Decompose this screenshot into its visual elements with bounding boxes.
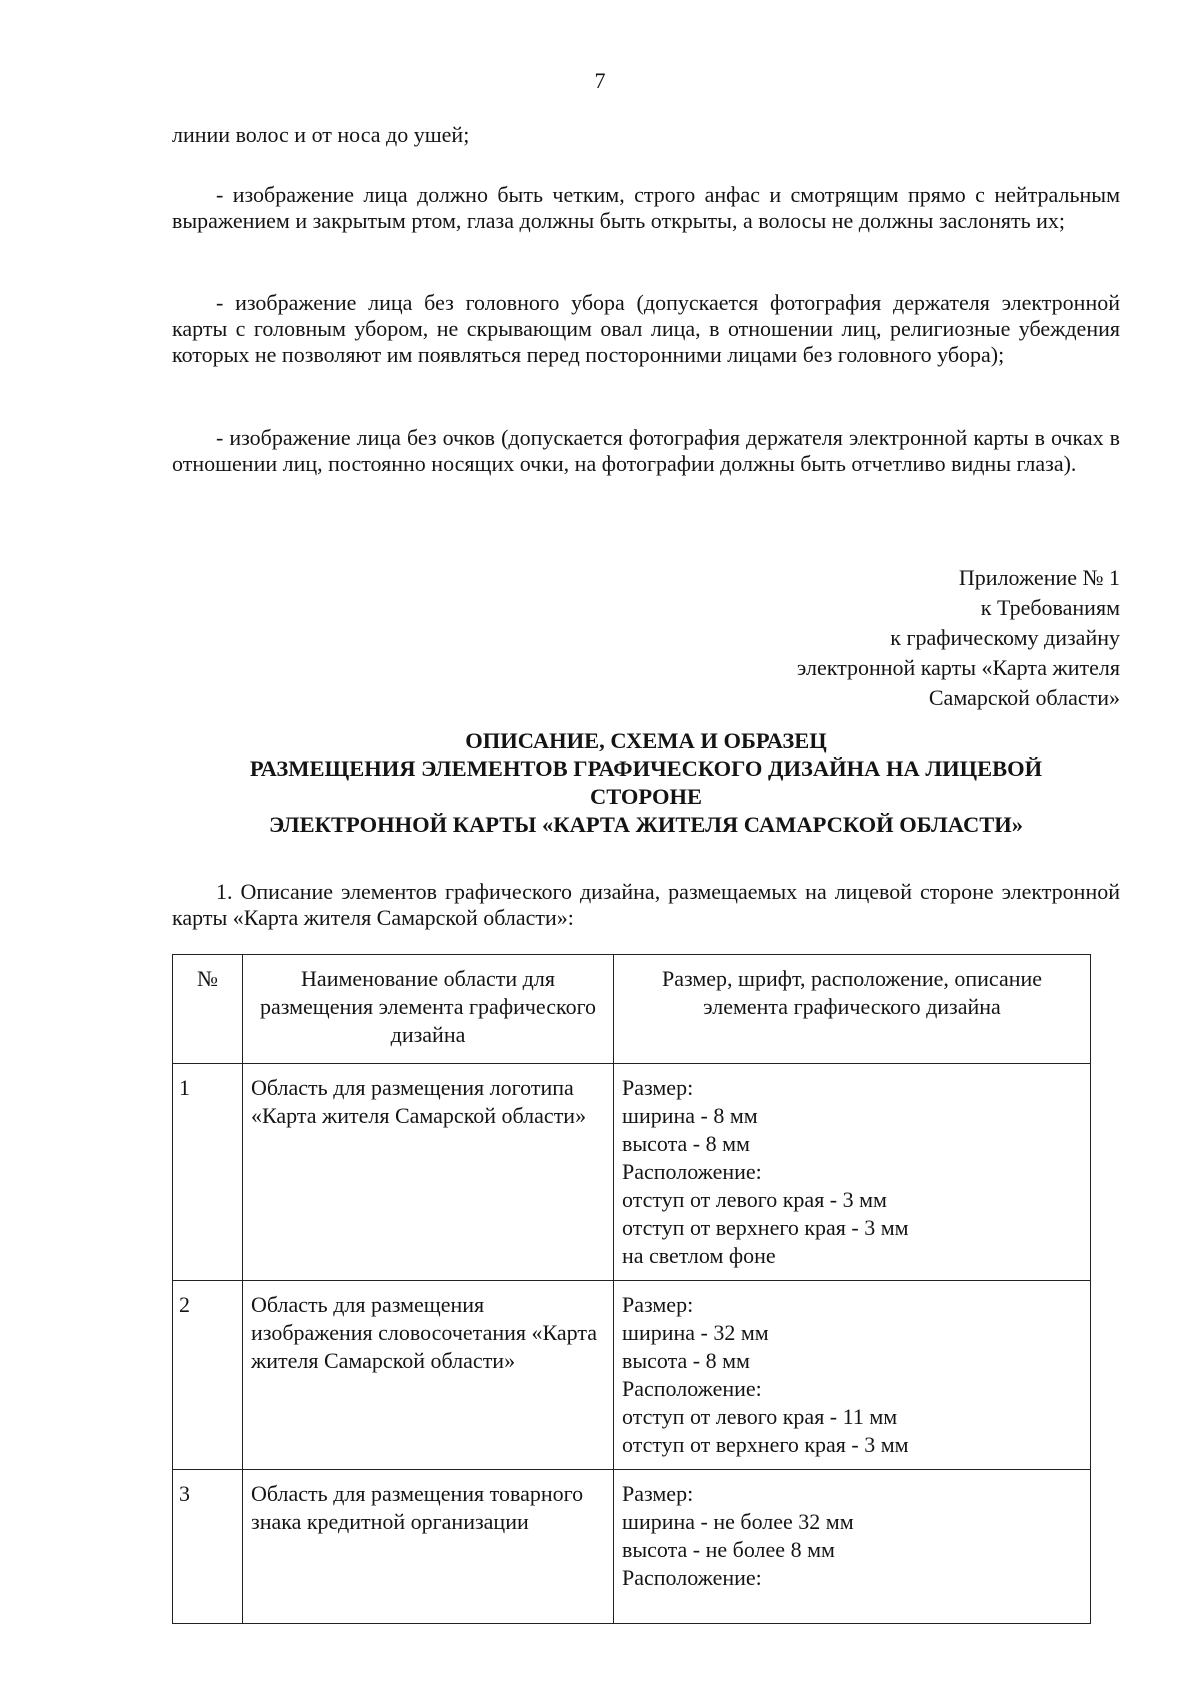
desc-line: Размер: (622, 1075, 694, 1100)
table-header-row (173, 955, 1091, 1064)
desc-line: отступ от левого края - 11 мм (622, 1404, 898, 1429)
title-line-3: СТОРОНЕ (589, 784, 703, 809)
appendix-line-5: Самарской области» (928, 685, 1120, 710)
table-row (173, 1281, 1091, 1470)
row-desc (614, 1281, 1091, 1470)
table-row (173, 1064, 1091, 1281)
desc-line: Размер: (622, 1292, 694, 1317)
desc-line: на светлом фоне (622, 1243, 776, 1268)
row-area: Область для размещения изображения словосочетания «Карта жителя Самарской области» (243, 1281, 614, 1470)
appendix-header (797, 563, 1120, 713)
header-area: Наименование области для размещения элемента графического дизайна (243, 955, 614, 1064)
desc-line: ширина - не более 32 мм (622, 1509, 854, 1534)
desc-line: ширина - 8 мм (622, 1103, 758, 1128)
desc-line: ширина - 32 мм (622, 1320, 769, 1345)
desc-line: Размер: (622, 1481, 694, 1506)
document-title (172, 727, 1120, 839)
paragraph-face-clear: - изображение лица должно быть четким, строго анфас и смотрящим прямо с нейтральным выражением и закрытым ртом, глаза должны быть открыты, а волосы не должны заслонять их; (172, 182, 1120, 233)
page-number: 7 (594, 68, 606, 93)
title-line-2: РАЗМЕЩЕНИЯ ЭЛЕМЕНТОВ ГРАФИЧЕСКОГО ДИЗАЙНА НА ЛИЦЕВОЙ (249, 756, 1043, 781)
desc-line: Расположение: (622, 1565, 762, 1590)
appendix-line-3: к графическому дизайну (890, 625, 1120, 650)
row-desc (614, 1470, 1091, 1624)
appendix-line-1: Приложение № 1 (958, 565, 1120, 590)
header-desc: Размер, шрифт, расположение, описание элемента графического дизайна (614, 955, 1091, 1064)
desc-line: высота - 8 мм (622, 1131, 750, 1156)
row-desc (614, 1064, 1091, 1281)
header-num: № (173, 955, 243, 1064)
desc-line: Расположение: (622, 1376, 762, 1401)
title-line-1: ОПИСАНИЕ, СХЕМА И ОБРАЗЕЦ (465, 728, 827, 753)
paragraph-no-headwear: - изображение лица без головного убора (допускается фотография держателя электронной карты с головным убором, не скрывающим овал лица, в отношении лиц, религиозные убеждения которых не позволяют им появляться перед посторонними лицами без головного убора); (172, 290, 1120, 367)
desc-line: отступ от верхнего края - 3 мм (622, 1215, 909, 1240)
desc-line: отступ от левого края - 3 мм (622, 1187, 887, 1212)
appendix-line-4: электронной карты «Карта жителя (796, 655, 1120, 680)
desc-line: отступ от верхнего края - 3 мм (622, 1432, 909, 1457)
row-num: 3 (173, 1470, 243, 1624)
desc-line: высота - не более 8 мм (622, 1537, 835, 1562)
row-area: Область для размещения товарного знака кредитной организации (243, 1470, 614, 1624)
desc-line: Расположение: (622, 1159, 762, 1184)
table-row (173, 1470, 1091, 1624)
title-line-4: ЭЛЕКТРОННОЙ КАРТЫ «КАРТА ЖИТЕЛЯ САМАРСКОЙ ОБЛАСТИ» (269, 812, 1023, 837)
intro-paragraph: 1. Описание элементов графического дизайна, размещаемых на лицевой стороне электронной карты «Карта жителя Самарской области»: (172, 879, 1120, 930)
paragraph-no-glasses: - изображение лица без очков (допускается фотография держателя электронной карты в очках в отношении лиц, постоянно носящих очки, на фотографии должны быть отчетливо видны глаза). (172, 425, 1120, 476)
row-area: Область для размещения логотипа «Карта жителя Самарской области» (243, 1064, 614, 1281)
row-num: 1 (173, 1064, 243, 1281)
desc-line: высота - 8 мм (622, 1348, 750, 1373)
requirements-table (172, 954, 1091, 1624)
paragraph-hairline: линии волос и от носа до ушей; (172, 122, 470, 147)
row-num: 2 (173, 1281, 243, 1470)
appendix-line-2: к Требованиям (980, 595, 1120, 620)
